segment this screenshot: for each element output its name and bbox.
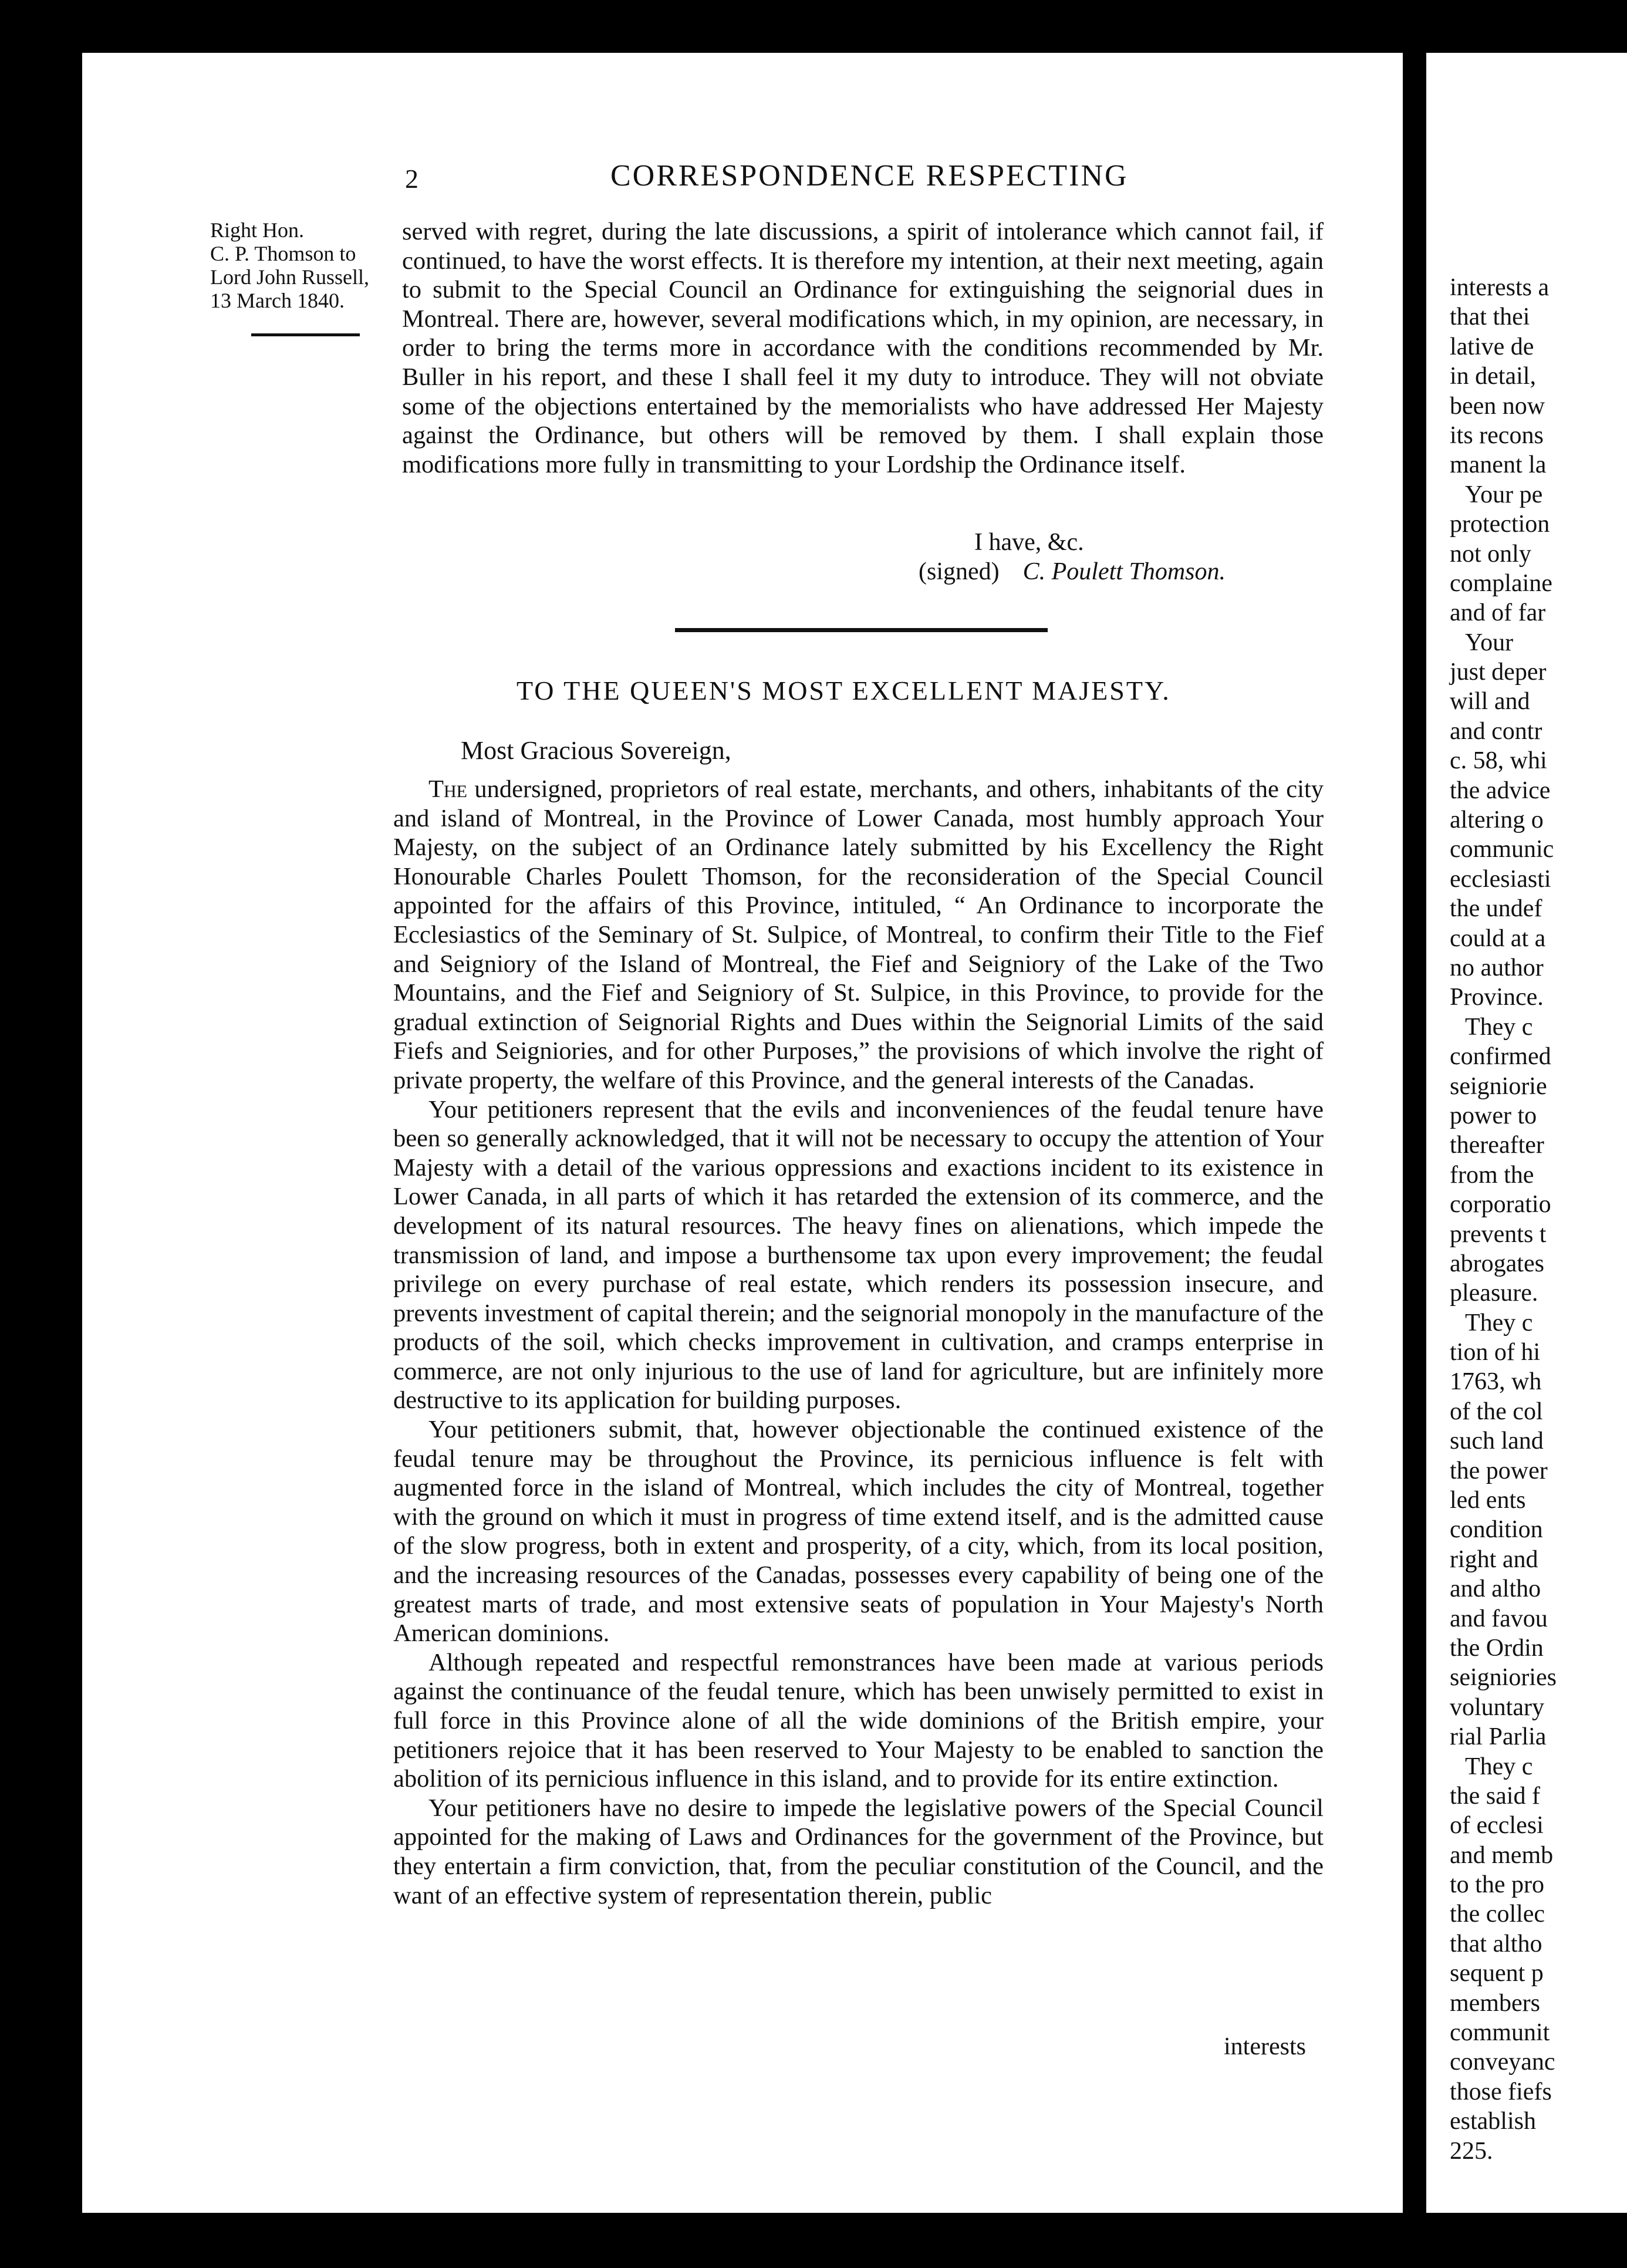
facing-page-line: of the col	[1450, 1398, 1543, 1425]
facing-page-line: establish	[1450, 2108, 1536, 2135]
petition-paragraph: Your petitioners submit, that, however objectionable the continued existence of the feudal tenure may be throughout the Province, its pernicious influence is felt with augmented force in the island of Montreal, which includes the city of Montreal, together with the ground on which it must in progress of time extend itself, and is the admitted cause of the slow progress, both in extent and prosperity, of a city, which, from its local position, and the increasing resources of the Canadas, possesses every capability of being one of the greatest marts of trade, and most extensive seats of population in Your Majesty's North American dominions.	[393, 1416, 1324, 1648]
facing-page-line: They c	[1465, 1753, 1533, 1780]
facing-page-line: lative de	[1450, 333, 1534, 360]
facing-page-line: interests a	[1450, 274, 1550, 301]
facing-page-line: those fiefs	[1450, 2078, 1552, 2105]
facing-page-line: been now	[1450, 392, 1545, 420]
facing-page-line: prevents t	[1450, 1220, 1547, 1248]
facing-page-line: seigniorie	[1450, 1072, 1547, 1100]
facing-page-line: that altho	[1450, 1930, 1542, 1958]
facing-page-line: and of far	[1450, 599, 1546, 627]
letter-paragraph: served with regret, during the late discussions, a spirit of intolerance which cannot fail, if continued, to have the worst effects. It is therefore my intention, at their next meeting, again to submit to the Special Council an Ordinance for extinguishing the seignorial dues in Montreal. There are, however, several modifications which, in my opinion, are necessary, in order to bring the terms more in accordance with the conditions recommended by Mr. Buller in his report, and these I shall feel it my duty to introduce. They will not obviate some of the objections entertained by the memorialists who have addressed Her Majesty against the Ordinance, but others will be removed by them. I shall explain those modifications more fully in transmitting to your Lordship the Ordinance itself.	[402, 218, 1324, 478]
facing-page-line: Your	[1465, 629, 1514, 656]
facing-page-line: led ents	[1450, 1487, 1526, 1514]
facing-page-line: right and	[1450, 1545, 1538, 1573]
facing-page-line: to the pro	[1450, 1871, 1544, 1899]
facing-page-line: such land	[1450, 1427, 1544, 1455]
facing-page-line: the said f	[1450, 1782, 1540, 1810]
letter-closing: I have, &c.	[974, 529, 1084, 556]
facing-page-line: thereafter	[1450, 1132, 1544, 1159]
facing-page-line: confirmed	[1450, 1043, 1551, 1071]
facing-page-line: and memb	[1450, 1841, 1554, 1869]
facing-page-line: altering o	[1450, 806, 1544, 834]
facing-page-line: corporatio	[1450, 1191, 1551, 1219]
facing-page-line: sequent p	[1450, 1960, 1544, 1987]
running-head: CORRESPONDENCE RESPECTING	[610, 159, 1129, 193]
facing-page-line: 225.	[1450, 2137, 1493, 2165]
facing-page-line: and altho	[1450, 1575, 1541, 1603]
facing-page-line: Province.	[1450, 984, 1544, 1011]
facing-page-line: the Ordin	[1450, 1634, 1544, 1662]
facing-page-line: complaine	[1450, 569, 1552, 597]
facing-page-line: the collec	[1450, 1901, 1545, 1928]
facing-page-line: c. 58, whi	[1450, 747, 1547, 775]
petition-salutation: Most Gracious Sovereign,	[461, 736, 731, 765]
petition-first-word: The	[428, 775, 467, 803]
facing-page-line: pleasure.	[1450, 1280, 1538, 1307]
facing-page-line: communic	[1450, 836, 1554, 863]
petition-body	[393, 775, 1324, 1910]
facing-page-line: and favou	[1450, 1605, 1548, 1632]
facing-page-text	[1450, 273, 1627, 2166]
facing-page-line: conveyanc	[1450, 2048, 1555, 2076]
petition-paragraph	[393, 775, 1324, 1095]
facing-page-line: of ecclesi	[1450, 1812, 1544, 1840]
petition-paragraph: Your petitioners have no desire to impede the legislative powers of the Special Council appointed for the making of Laws and Ordinances for the government of the Province, but they entertain a firm conviction, that, from the peculiar constitution of the Council, and the want of an effective system of representation therein, public	[393, 1794, 1324, 1909]
facing-page-line: its recons	[1450, 421, 1544, 449]
marginal-note	[210, 218, 386, 312]
marginal-note-line: 13 March 1840.	[210, 289, 345, 312]
facing-page-line: They c	[1465, 1309, 1533, 1337]
section-divider	[675, 628, 1048, 632]
facing-page-line: not only	[1450, 540, 1531, 568]
facing-page-line: the advice	[1450, 777, 1551, 804]
facing-page-line: seigniories	[1450, 1664, 1557, 1692]
facing-page-line: no author	[1450, 954, 1544, 981]
facing-page-line: power to	[1450, 1102, 1537, 1129]
letter-signature-line	[919, 558, 1226, 586]
petition-paragraph: Although repeated and respectful remonstrances have been made at various periods against the continuance of the feudal tenure, which has been unwisely permitted to exist in full force in this Province alone of all the wide dominions of the British empire, your petitioners rejoice that it has been reserved to Your Majesty to be enabled to sanction the abolition of its pernicious influence in this island, and to provide for its entire extinction.	[393, 1648, 1324, 1793]
facing-page-line: protection	[1450, 511, 1550, 538]
facing-page-line: the undef	[1450, 895, 1542, 923]
facing-page-line: manent la	[1450, 451, 1547, 479]
petition-paragraph-text: undersigned, proprietors of real estate, merchants, and others, inhabitants of the city and island of Montreal, in the Province of Lower Canada, most humbly approach Your Majesty, on the subject of an Ordinance lately submitted by his Excellency the Right Honourable Charles Poulett Thomson, for the reconsideration of the Special Council appointed for the affairs of this Province, intituled, “ An Ordinance to incorporate the Ecclesiastics of the Seminary of St. Sulpice, of Montreal, to confirm their Title to the Fief and Seigniory of the Island of Montreal, the Fief and Seigniory of the Lake of the Two Mountains, and the Fief and Seigniory of St. Sulpice, in this Province, to provide for the gradual extinction of Seignorial Rights and Dues within the Seignorial Limits of the said Fiefs and Seigniories, and for other Purposes,” the provisions of which involve the right of private property, the welfare of this Province, and the general interests of the Canadas.	[393, 775, 1324, 1094]
facing-page-line: the power	[1450, 1457, 1548, 1484]
facing-page-line: and contr	[1450, 717, 1542, 745]
marginal-note-line: C. P. Thomson to	[210, 242, 356, 265]
facing-page-line: members	[1450, 1989, 1540, 2017]
petition-paragraph: Your petitioners represent that the evils and inconveniences of the feudal tenure have been so generally acknowledged, that it will not be necessary to occupy the attention of Your Majesty with a detail of the various oppressions and exactions incident to its existence in Lower Canada, in all parts of which it has retarded the extension of its commerce, and the development of its natural resources. The heavy fines on alienations, which impede the transmission of land, and impose a burthensome tax upon every improvement; the feudal privilege on every purchase of real estate, which renders its possession insecure, and prevents investment of capital therein; and the seignorial monopoly in the manufacture of the products of the soil, which checks improvement in cultivation, and cramps enterprise in commerce, are not only injurious to the use of land for agriculture, but are infinitely more destructive to its application for building purposes.	[393, 1095, 1324, 1415]
facing-page-line: just deper	[1450, 659, 1547, 686]
facing-page-line: rial Parlia	[1450, 1723, 1547, 1751]
page-number: 2	[405, 164, 418, 194]
facing-page-line: communit	[1450, 2019, 1550, 2047]
letter-body	[402, 217, 1324, 479]
facing-page-line: voluntary	[1450, 1693, 1544, 1721]
marginal-rule	[251, 333, 360, 336]
facing-page-line: could at a	[1450, 924, 1546, 952]
signed-label: (signed)	[919, 558, 1000, 585]
facing-page-line: They c	[1465, 1013, 1533, 1041]
catchword: interests	[1224, 2033, 1306, 2060]
petition-heading: TO THE QUEEN'S MOST EXCELLENT MAJESTY.	[517, 676, 1171, 706]
marginal-note-line: Right Hon.	[210, 218, 305, 242]
facing-page-line: in detail,	[1450, 363, 1536, 390]
marginal-note-line: Lord John Russell,	[210, 265, 370, 289]
page-gutter	[1403, 53, 1426, 2213]
facing-page-line: tion of hi	[1450, 1339, 1540, 1366]
facing-page-line: that thei	[1450, 303, 1530, 331]
signature: C. Poulett Thomson.	[1022, 558, 1226, 585]
facing-page-line: 1763, wh	[1450, 1368, 1542, 1396]
facing-page-line: ecclesiasti	[1450, 865, 1551, 893]
facing-page-line: from the	[1450, 1161, 1534, 1189]
facing-page-line: will and	[1450, 688, 1530, 716]
facing-page-line: abrogates	[1450, 1250, 1544, 1277]
facing-page	[1426, 53, 1627, 2213]
facing-page-line: condition	[1450, 1516, 1543, 1544]
facing-page-line: Your pe	[1465, 481, 1543, 508]
